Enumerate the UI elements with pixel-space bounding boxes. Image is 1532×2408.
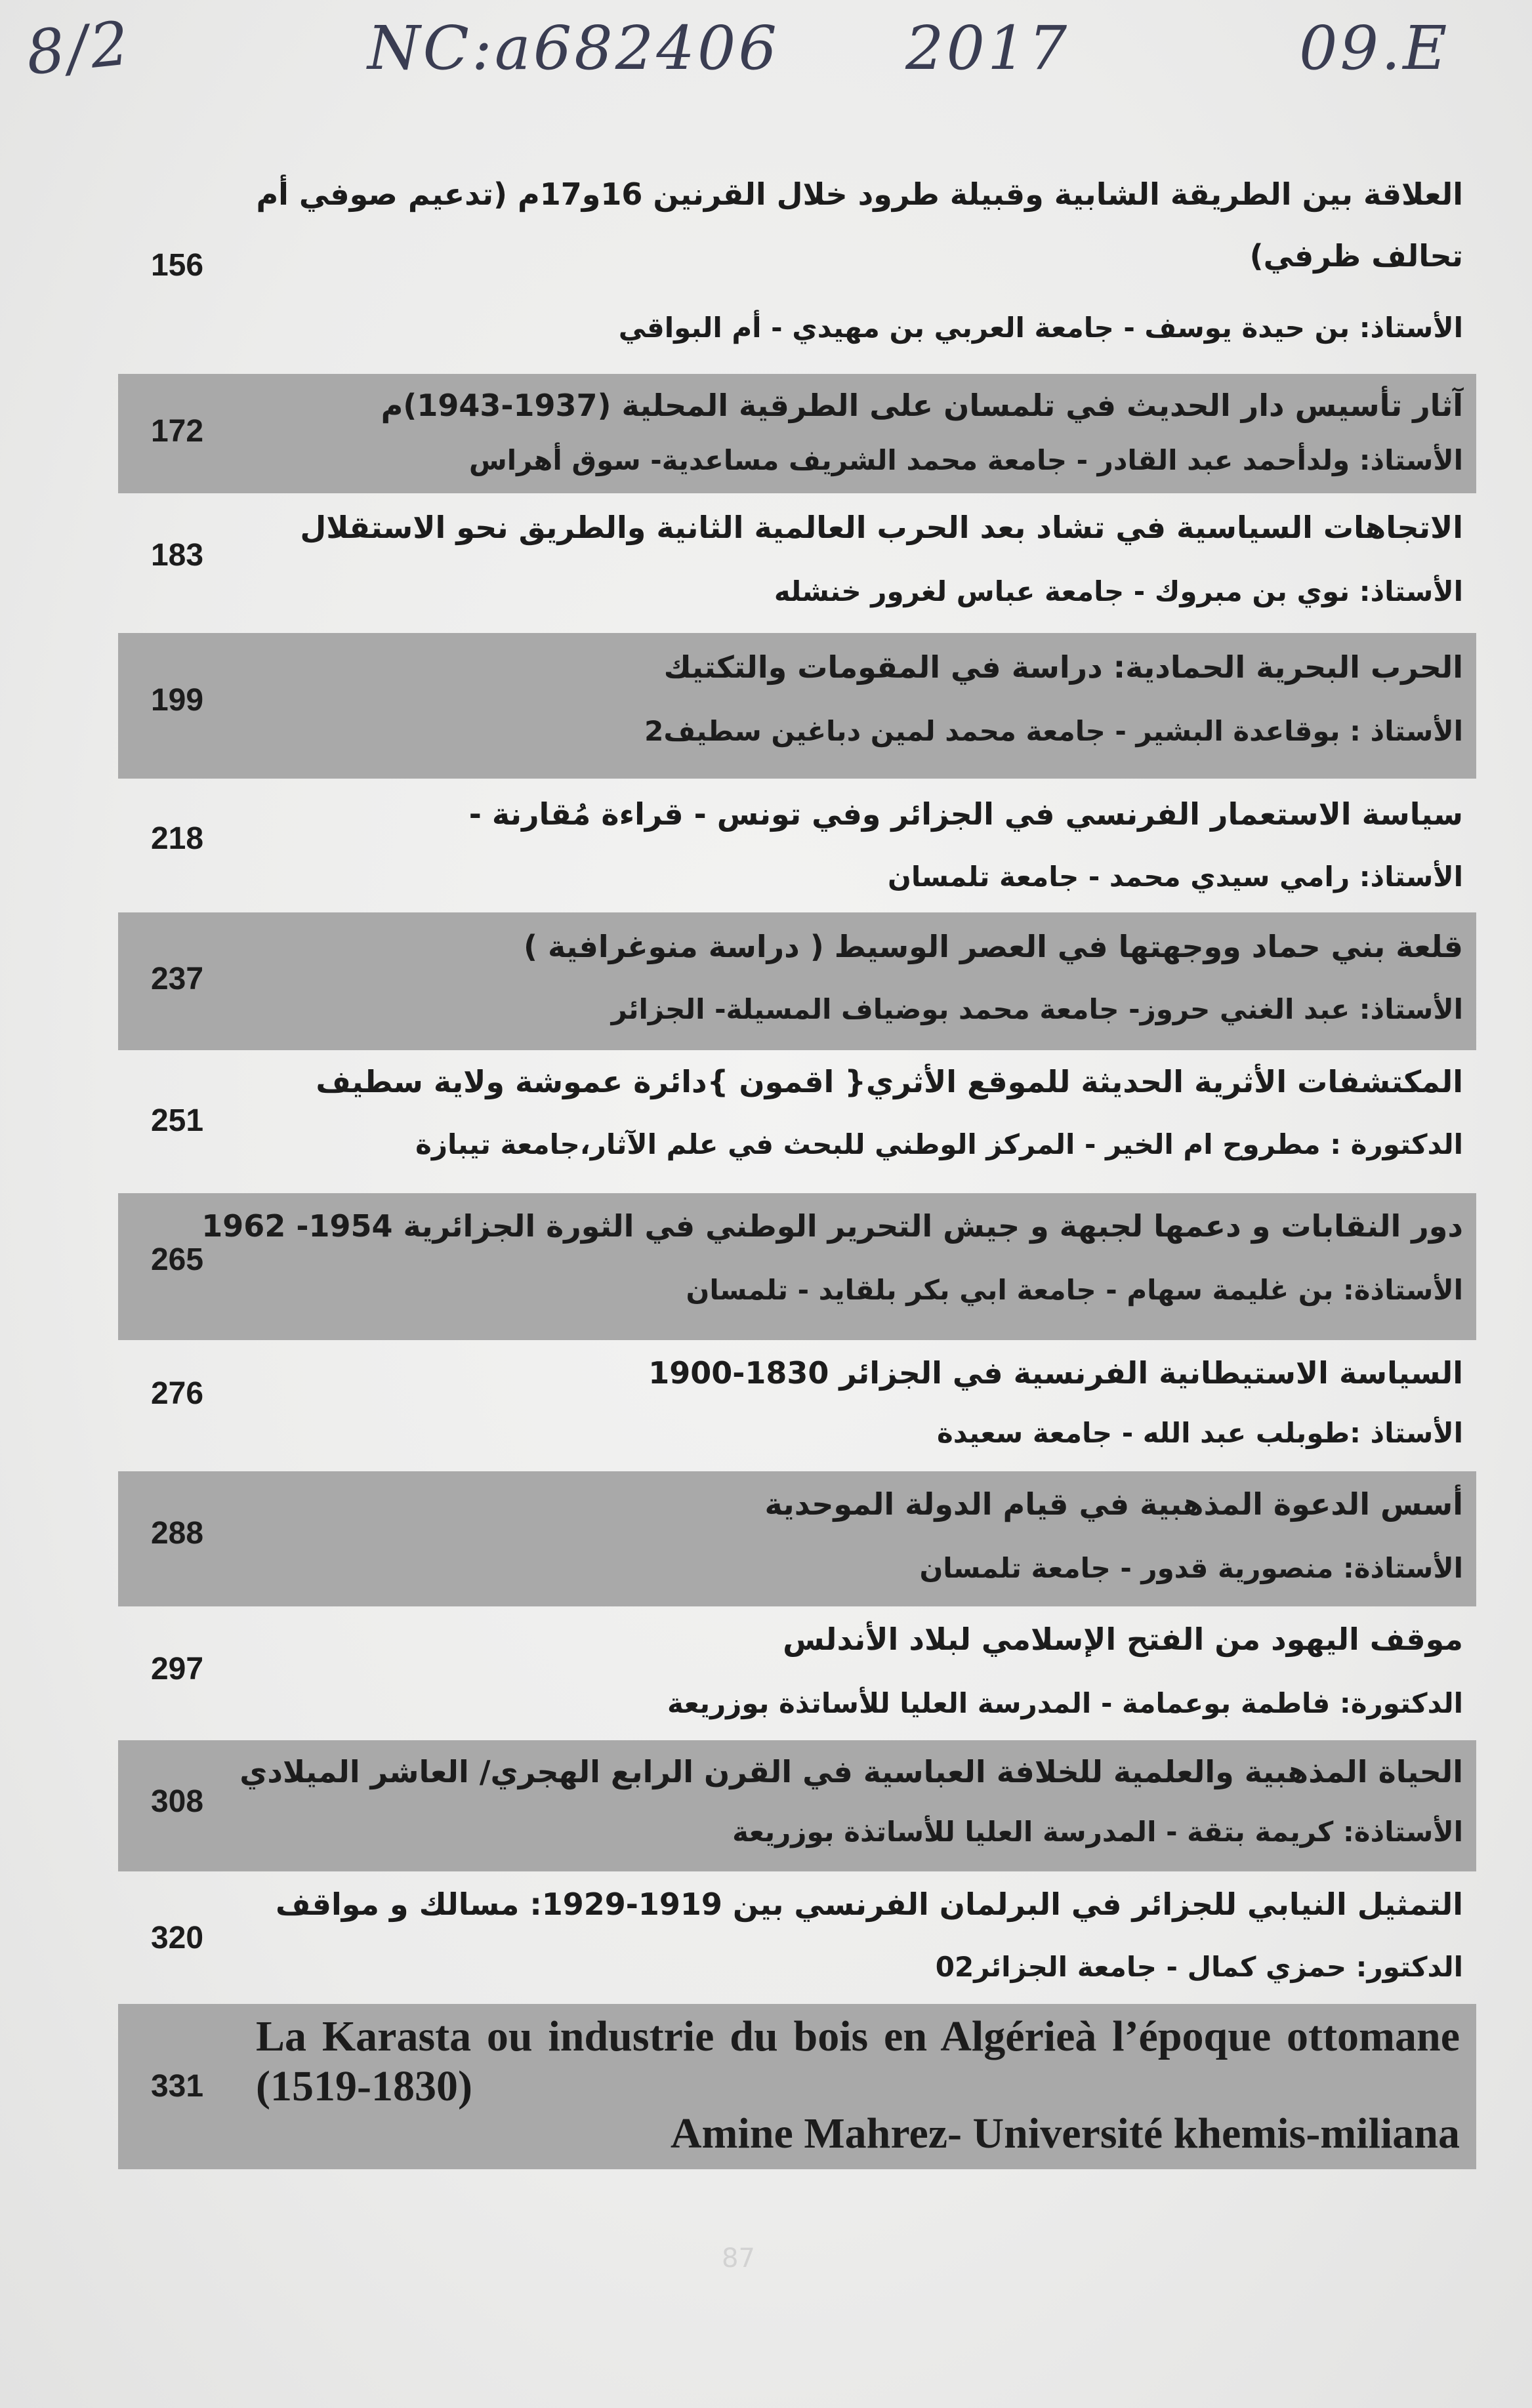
entry-author: الأستاذ: نوي بن مبروك - جامعة عباس لغرور خنشله [774,575,1463,607]
entry-page-number: 308 [150,1784,204,1819]
entry-title: سياسة الاستعمار الفرنسي في الجزائر وفي تونس - قراءة مُقارنة - [468,796,1463,832]
entry-author: الأستاذة: منصورية قدور - جامعة تلمسان [919,1552,1463,1584]
toc-entry [118,1740,1476,1871]
entry-page-number: 331 [150,2069,204,2104]
entry-author: الأستاذة: بن غليمة سهام - جامعة ابي بكر بلقايد - تلمسان [686,1274,1463,1306]
entry-title: أسس الدعوة المذهبية في قيام الدولة الموحدية [764,1486,1463,1522]
entry-page-number: 218 [150,821,204,856]
handwritten-catalog-code: NC:a682406 [367,13,779,83]
entry-title: قلعة بني حماد ووجهتها في العصر الوسيط ( دراسة منوغرافية ) [524,929,1463,964]
entry-title-line-2: تحالف ظرفي) [1249,238,1463,274]
entry-author: الدكتورة: فاطمة بوعمامة - المدرسة العليا للأساتذة بوزريعة [667,1687,1463,1719]
toc-entry [118,1193,1476,1340]
entry-page-number: 288 [150,1516,204,1551]
entry-page-number: 276 [150,1376,204,1411]
toc-entry [118,374,1476,493]
handwritten-year: 2017 [905,13,1070,83]
latin-entry-title: La Karasta ou industrie du bois en Algérieà l’époque ottomane (1519-1830) [256,2012,1460,2110]
latin-entry-author: Amine Mahrez- Université khemis-miliana [670,2110,1460,2157]
entry-page-number: 251 [150,1103,204,1138]
entry-author: الأستاذ: ولدأحمد عبد القادر - جامعة محمد الشريف مساعدية- سوق أهراس [468,444,1463,476]
entry-title: دور النقابات و دعمها لجبهة و جيش التحرير الوطني في الثورة الجزائرية 1954- 1962 [201,1208,1463,1244]
entry-page-number: 156 [150,248,204,283]
entry-page-number: 199 [150,683,204,718]
entry-author: الأستاذ: رامي سيدي محمد - جامعة تلمسان [887,861,1463,893]
entry-page-number: 265 [150,1242,204,1277]
toc-entry [118,1050,1476,1193]
toc-entry [118,912,1476,1050]
toc-entry [118,633,1476,779]
handwritten-note-left: 8/2 [22,7,135,89]
toc-entry [118,493,1476,633]
entry-title: الاتجاهات السياسية في تشاد بعد الحرب العالمية الثانية والطريق نحو الاستقلال [300,510,1463,545]
toc-entry [118,1340,1476,1471]
toc-entry [118,779,1476,912]
toc-entry [118,1871,1476,2004]
entry-page-number: 237 [150,962,204,996]
bleed-through-page-number: 87 [722,2243,755,2274]
entry-page-number: 172 [150,414,204,449]
entry-title: موقف اليهود من الفتح الإسلامي لبلاد الأندلس [783,1622,1463,1657]
entry-title: الحياة المذهبية والعلمية للخلافة العباسية في القرن الرابع الهجري/ العاشر الميلادي [239,1754,1463,1789]
entry-author: الأستاذ :طوبلب عبد الله - جامعة سعيدة [937,1417,1463,1449]
entry-page-number: 297 [150,1652,204,1686]
table-of-contents [118,157,1476,2169]
toc-entry [118,1471,1476,1606]
toc-entry [118,157,1476,374]
entry-author: الأستاذ: بن حيدة يوسف - جامعة العربي بن مهيدي - أم البواقي [618,312,1463,344]
entry-author: الأستاذة: كريمة بتقة - المدرسة العليا للأساتذة بوزريعة [732,1816,1463,1848]
toc-entry-latin [118,2004,1476,2169]
entry-author: الأستاذ: عبد الغني حروز- جامعة محمد بوضياف المسيلة- الجزائر [611,993,1463,1025]
handwritten-note-right: 09.E [1299,13,1450,83]
entry-title: السياسة الاستيطانية الفرنسية في الجزائر 1830-1900 [648,1355,1463,1391]
entry-title-line-1: العلاقة بين الطريقة الشابية وقبيلة طرود خلال القرنين 16و17م (تدعيم صوفي أم [256,176,1463,212]
entry-author: الدكتورة : مطروح ام الخير - المركز الوطني للبحث في علم الآثار،جامعة تيبازة [415,1128,1463,1160]
entry-title: المكتشفات الأثرية الحديثة للموقع الأثري{ اقمون }دائرة عموشة ولاية سطيف [316,1064,1463,1099]
entry-title: آثار تأسيس دار الحديث في تلمسان على الطرقية المحلية (1937-1943)م [381,388,1463,423]
toc-entry [118,1606,1476,1740]
entry-page-number: 320 [150,1921,204,1955]
entry-author: الأستاذ : بوقاعدة البشير - جامعة محمد لمين دباغين سطيف2 [644,715,1463,747]
entry-author: الدكتور: حمزي كمال - جامعة الجزائر02 [935,1951,1463,1983]
entry-title: التمثيل النيابي للجزائر في البرلمان الفرنسي بين 1919-1929: مسالك و مواقف [276,1887,1463,1922]
entry-page-number: 183 [150,538,204,573]
entry-title: الحرب البحرية الحمادية: دراسة في المقومات والتكتيك [663,649,1463,685]
